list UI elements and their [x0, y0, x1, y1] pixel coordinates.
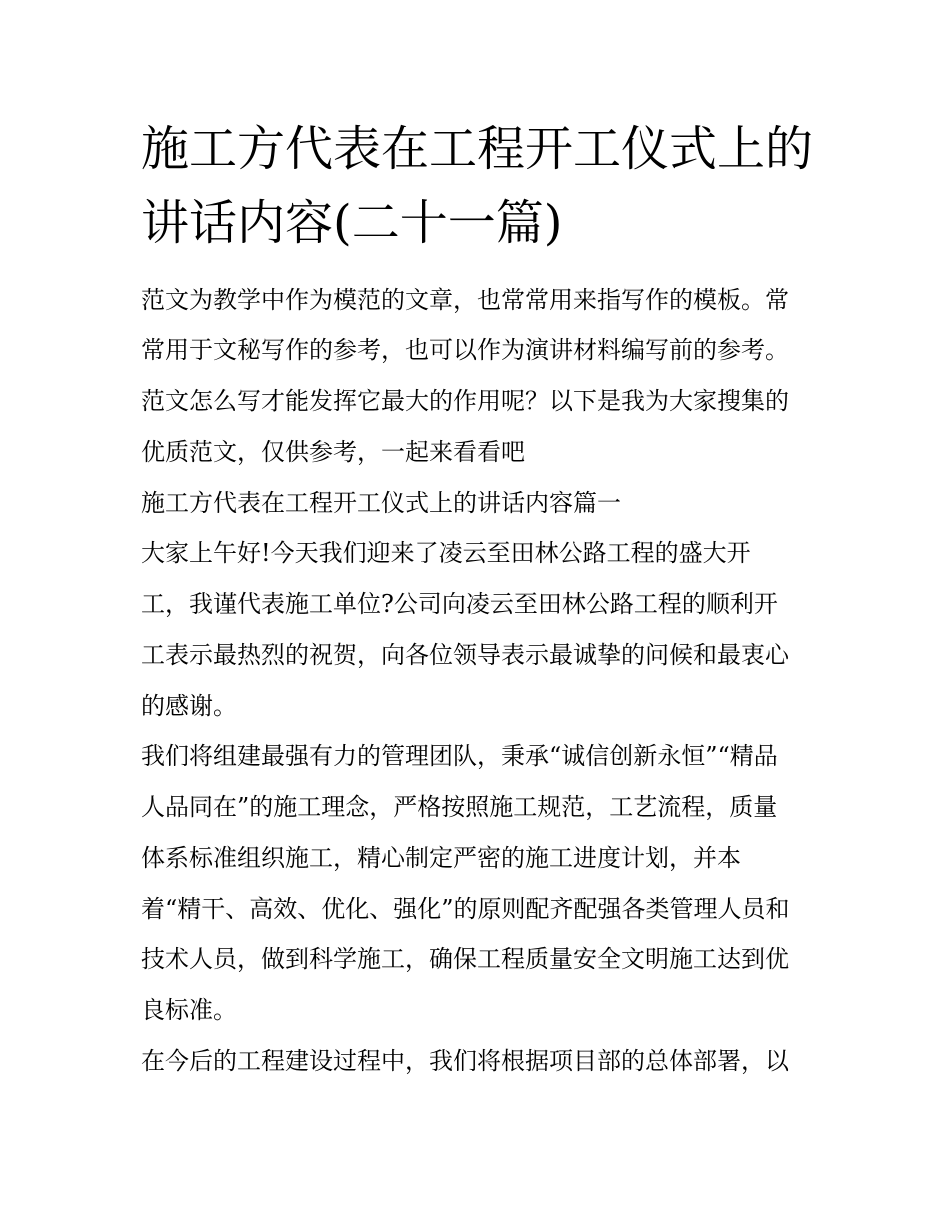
body-line: 着“精干、高效、优化、强化”的原则配齐配强各类管理人员和	[141, 895, 790, 923]
body-line: 良标准。	[141, 996, 237, 1024]
body-line: 技术人员，做到科学施工，确保工程质量安全文明施工达到优	[141, 945, 789, 973]
body-line: 的感谢。	[141, 692, 237, 720]
body-line: 在今后的工程建设过程中，我们将根据项目部的总体部署，以	[141, 1047, 789, 1075]
section-heading: 施工方代表在工程开工仪式上的讲话内容篇一	[141, 489, 621, 517]
body-line: 范文为教学中作为模范的文章，也常常用来指写作的模板。常	[141, 286, 789, 314]
body-line: 优质范文，仅供参考，一起来看看吧	[141, 438, 525, 466]
body-line: 我们将组建最强有力的管理团队，秉承“诚信创新永恒”“精品	[141, 742, 778, 770]
body-line: 体系标准组织施工，精心制定严密的施工进度计划，并本	[141, 844, 741, 872]
body-line: 常用于文秘写作的参考，也可以作为演讲材料编写前的参考。	[141, 336, 789, 364]
document-title: 施工方代表在工程开工仪式上的讲话内容(二十一篇)	[141, 121, 814, 251]
body-line: 范文怎么写才能发挥它最大的作用呢？以下是我为大家搜集的	[141, 387, 789, 415]
body-line: 人品同在”的施工理念，严格按照施工规范，工艺流程，质量	[141, 793, 778, 821]
body-line: 工表示最热烈的祝贺，向各位领导表示最诚挚的问候和最衷心	[141, 641, 789, 669]
body-line: 大家上午好!今天我们迎来了凌云至田林公路工程的盛大开	[141, 539, 751, 567]
body-line: 工，我谨代表施工单位?公司向凌云至田林公路工程的顺利开	[141, 590, 778, 618]
